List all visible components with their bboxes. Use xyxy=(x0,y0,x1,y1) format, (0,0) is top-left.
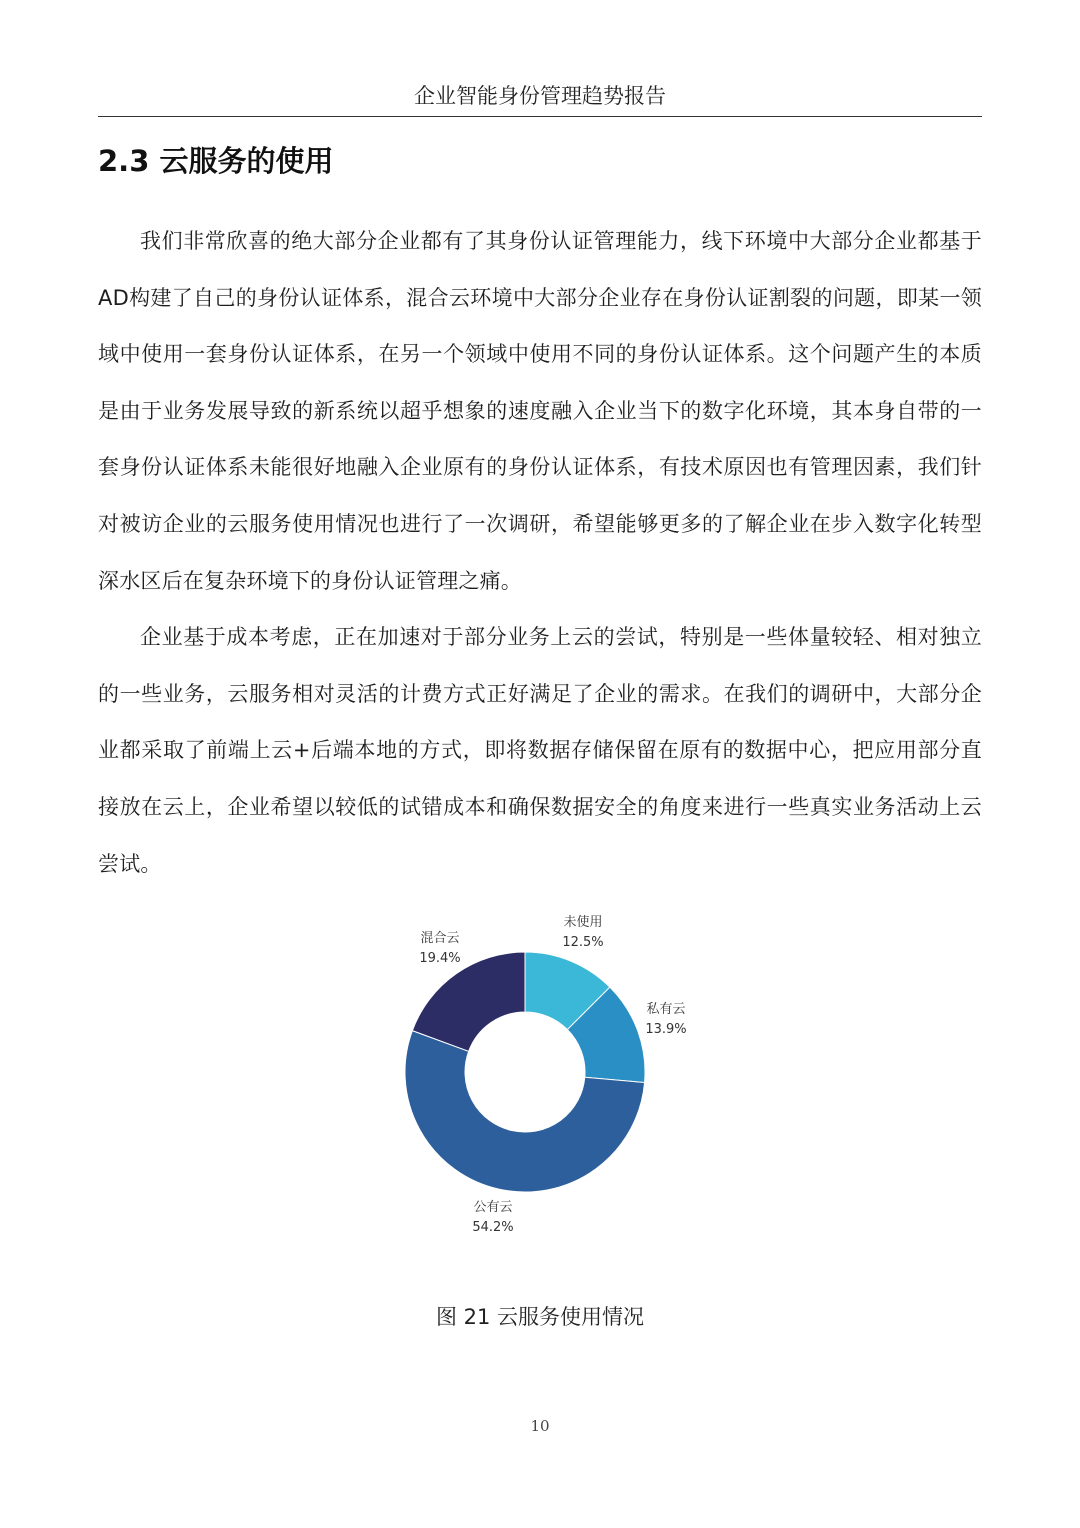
paragraph-1: 我们非常欣喜的绝大部分企业都有了其身份认证管理能力，线下环境中大部分企业都基于AD构建了自己的身份认证体系，混合云环境中大部分企业存在身份认证割裂的问题，即某一领域中使用一套身份认证体系，在另一个领域中使用不同的身份认证体系。这个问题产生的本质是由于业务发展导致的新系统以超乎想象的速度融入企业当下的数字化环境，其本身自带的一套身份认证体系未能很好地融入企业原有的身份认证体系，有技术原因也有管理因素，我们针对被访企业的云服务使用情况也进行了一次调研，希望能够更多的了解企业在步入数字化转型深水区后在复杂环境下的身份认证管理之痛。 xyxy=(98,229,982,593)
slice-name-label: 私有云 xyxy=(646,1002,686,1017)
figure-caption: 图 21 云服务使用情况 xyxy=(435,1305,645,1329)
slice-percent-label: 19.4% xyxy=(419,951,461,966)
slice-name-label: 混合云 xyxy=(420,931,460,946)
section-title: 2.3 云服务的使用 xyxy=(98,144,334,178)
slice-name-label: 未使用 xyxy=(563,915,603,930)
slice-name-label: 公有云 xyxy=(473,1200,513,1215)
slice-percent-label: 54.2% xyxy=(472,1220,514,1235)
paragraph-2: 企业基于成本考虑，正在加速对于部分业务上云的尝试，特别是一些体量较轻、相对独立的一些业务，云服务相对灵活的计费方式正好满足了企业的需求。在我们的调研中，大部分企业都采取了前端上云+后端本地的方式，即将数据存储保留在原有的数据中心，把应用部分直接放在云上，企业希望以较低的试错成本和确保数据安全的角度来进行一些真实业务活动上云尝试。 xyxy=(98,625,982,876)
donut-chart xyxy=(330,900,750,1250)
donut-chart-svg xyxy=(330,900,750,1250)
body-text xyxy=(98,213,982,892)
running-header: 企业智能身份管理趋势报告 xyxy=(414,84,666,108)
slice-percent-label: 12.5% xyxy=(562,935,604,950)
page-number: 10 xyxy=(530,1417,550,1435)
donut-slice-3 xyxy=(412,952,525,1051)
slice-percent-label: 13.9% xyxy=(645,1022,687,1037)
donut-slices xyxy=(405,952,645,1192)
header-divider xyxy=(98,116,982,117)
